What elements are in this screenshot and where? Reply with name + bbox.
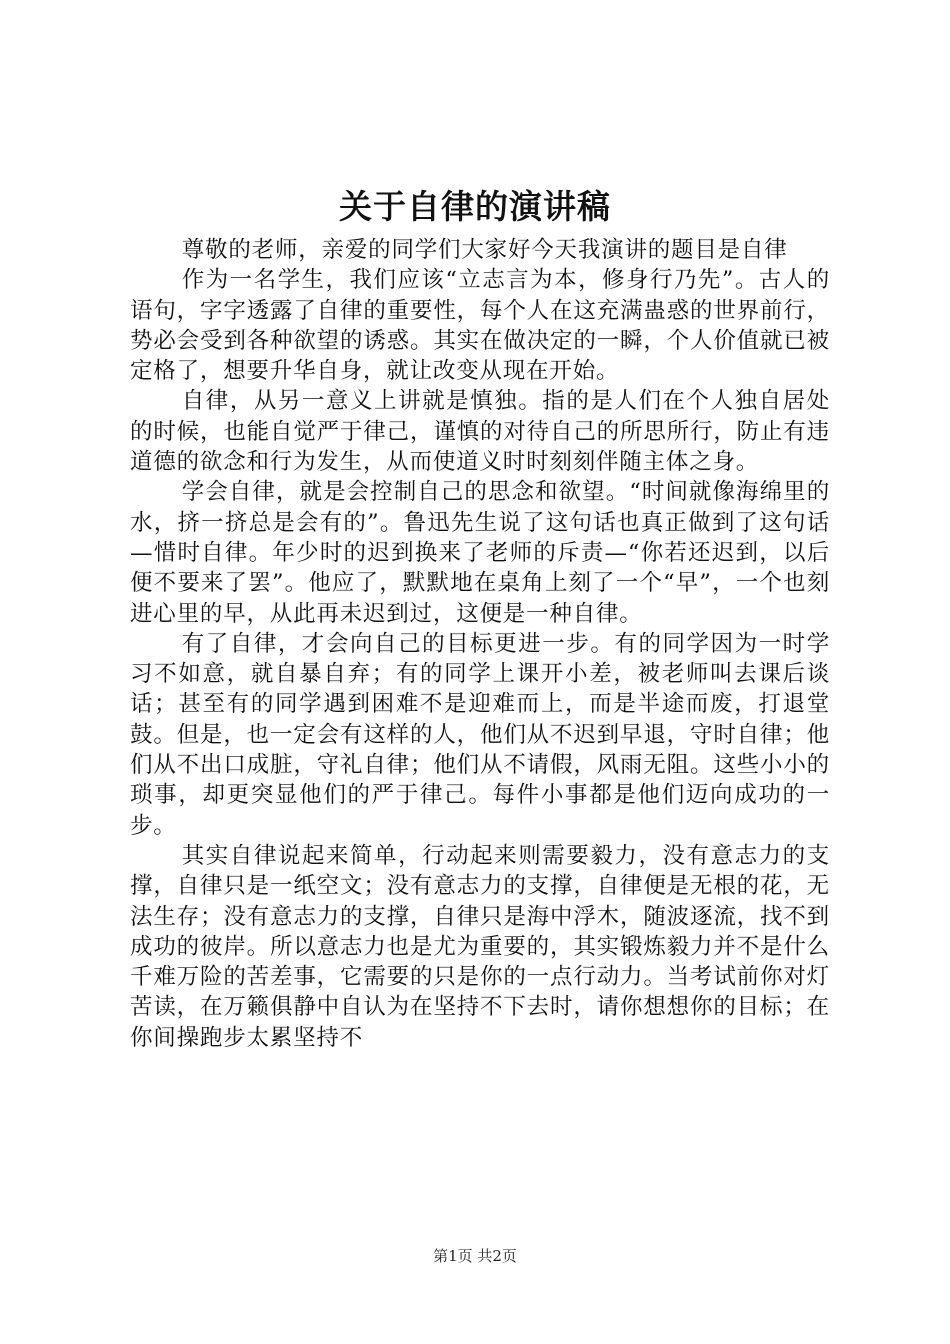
paragraph-example: 学会自律，就是会控制自己的思念和欲望。“时间就像海绵里的水，挤一挤总是会有的”。鲁迅先生说了这句话也真正做到了这句话—惜时自律。年少时的迟到换来了老师的斥责—“你若还迟到，以后便不要来了罢”。他应了，默默地在桌角上刻了一个“早”，一个也刻进心里的早，从此再未迟到过，这便是一种自律。: [130, 479, 830, 627]
paragraph-willpower: 其实自律说起来简单，行动起来则需要毅力，没有意志力的支撑，自律只是一纸空文；没有意志力的支撑，自律便是无根的花，无法生存；没有意志力的支撑，自律只是海中浮木，随波逐流，找不到成功的彼岸。所以意志力也是尤为重要的，其实锻炼毅力并不是什么千难万险的苦差事，它需要的只是你的一点行动力。当考试前你对灯苦读，在万籁俱静中自认为在坚持不下去时，请你想想你的目标；在你间操跑步太累坚持不: [130, 842, 830, 1051]
document-title: 关于自律的演讲稿: [339, 187, 611, 226]
document-body: [130, 235, 830, 1053]
page-number-footer: 第1页 共2页: [433, 1247, 517, 1265]
paragraph-intro: 作为一名学生，我们应该“立志言为本，修身行乃先”。古人的语句，字字透露了自律的重要性，每个人在这充满蛊惑的世界前行，势必会受到各种欲望的诱惑。其实在做决定的一瞬，个人价值就已被定格了，想要升华自身，就让改变从现在开始。: [130, 267, 830, 385]
paragraph-greeting: 尊敬的老师，亲爱的同学们大家好今天我演讲的题目是自律: [181, 237, 788, 263]
paragraph-definition: 自律，从另一意义上讲就是慎独。指的是人们在个人独自居处的时候，也能自觉严于律己，谨慎的对待自己的所思所行，防止有违道德的欲念和行为发生，从而使道义时时刻刻伴随主体之身。: [130, 388, 830, 476]
paragraph-goals: 有了自律，才会向自己的目标更进一步。有的同学因为一时学习不如意，就自暴自弃；有的同学上课开小差，被老师叫去课后谈话；甚至有的同学遇到困难不是迎难而上，而是半途而废，打退堂鼓。但是，也一定会有这样的人，他们从不迟到早退，守时自律；他们从不出口成脏，守礼自律；他们从不请假，风雨无阻。这些小小的琐事，却更突显他们的严于律己。每件小事都是他们迈向成功的一步。: [130, 630, 830, 839]
